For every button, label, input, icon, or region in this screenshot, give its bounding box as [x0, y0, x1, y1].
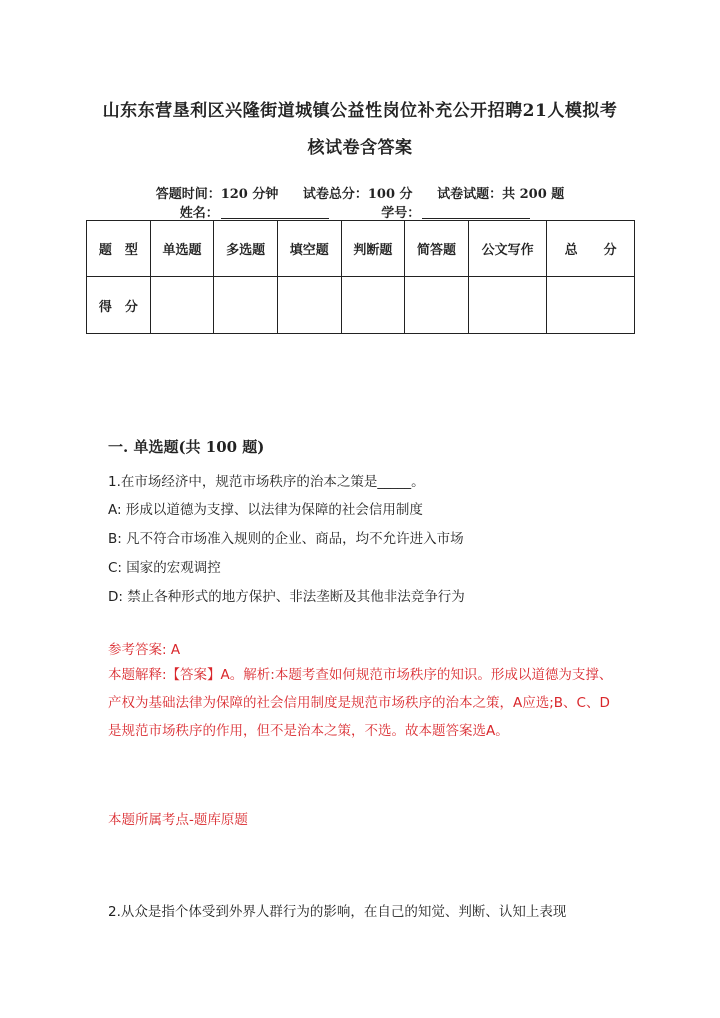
header-cell-judge: 判断题	[341, 221, 405, 277]
header-cell-type: 题 型	[87, 221, 151, 277]
score-cell[interactable]	[405, 277, 469, 334]
header-cell-fill: 填空题	[277, 221, 341, 277]
score-table-score-row	[87, 277, 635, 334]
score-cell[interactable]	[468, 277, 547, 334]
exam-time: 答题时间：120 分钟	[155, 187, 279, 202]
exam-total-score: 试卷总分：100 分	[302, 187, 413, 202]
question-1-explanation: 本题解释:【答案】A。解析:本题考查如何规范市场秩序的知识。形成以道德为支撑、产权为基础法律为保障的社会信用制度是规范市场秩序的治本之策，A应选;B、C、D是规范市场秩序的作用，但不是治本之策，不选。故本题答案选A。	[108, 667, 613, 739]
name-label: 姓名：	[179, 206, 219, 221]
question-1-point: 本题所属考点-题库原题	[108, 812, 248, 828]
exam-meta	[0, 183, 720, 202]
header-cell-multi: 多选题	[214, 221, 278, 277]
score-cell[interactable]	[150, 277, 214, 334]
student-id-label: 学号：	[381, 206, 421, 221]
score-cell[interactable]	[277, 277, 341, 334]
header-cell-writing: 公文写作	[468, 221, 547, 277]
score-table-header-row	[87, 221, 635, 277]
score-cell[interactable]	[341, 277, 405, 334]
student-info	[0, 202, 720, 221]
score-cell[interactable]	[547, 277, 635, 334]
section-title: 一. 单选题(共 100 题)	[108, 438, 265, 456]
question-2-stem: 2.从众是指个体受到外界人群行为的影响，在自己的知觉、判断、认知上表现	[108, 904, 567, 920]
header-cell-short: 简答题	[405, 221, 469, 277]
document-title-line1: 山东东营垦利区兴隆街道城镇公益性岗位补充公开招聘21人模拟考	[102, 101, 618, 121]
student-id-field[interactable]	[381, 206, 540, 221]
question-1-option-b: B: 凡不符合市场准入规则的企业、商品，均不允许进入市场	[108, 531, 464, 547]
question-1-option-a: A: 形成以道德为支撑、以法律为保障的社会信用制度	[108, 502, 423, 518]
exam-question-count: 试卷试题：共 200 题	[437, 187, 565, 202]
question-1-answer: 参考答案: A	[108, 642, 181, 658]
question-1-stem: 1.在市场经济中，规范市场秩序的治本之策是_____。	[108, 474, 425, 490]
student-id-blank[interactable]	[422, 206, 530, 219]
question-1-option-d: D: 禁止各种形式的地方保护、非法垄断及其他非法竞争行为	[108, 589, 465, 605]
score-cell[interactable]	[214, 277, 278, 334]
score-row-label: 得 分	[87, 277, 151, 334]
document-title-line2: 核试卷含答案	[307, 138, 413, 158]
name-blank[interactable]	[221, 206, 329, 219]
header-cell-single: 单选题	[150, 221, 214, 277]
question-1-option-c: C: 国家的宏观调控	[108, 560, 221, 576]
score-table	[86, 220, 635, 334]
header-cell-total: 总 分	[547, 221, 635, 277]
name-field[interactable]	[180, 206, 339, 221]
